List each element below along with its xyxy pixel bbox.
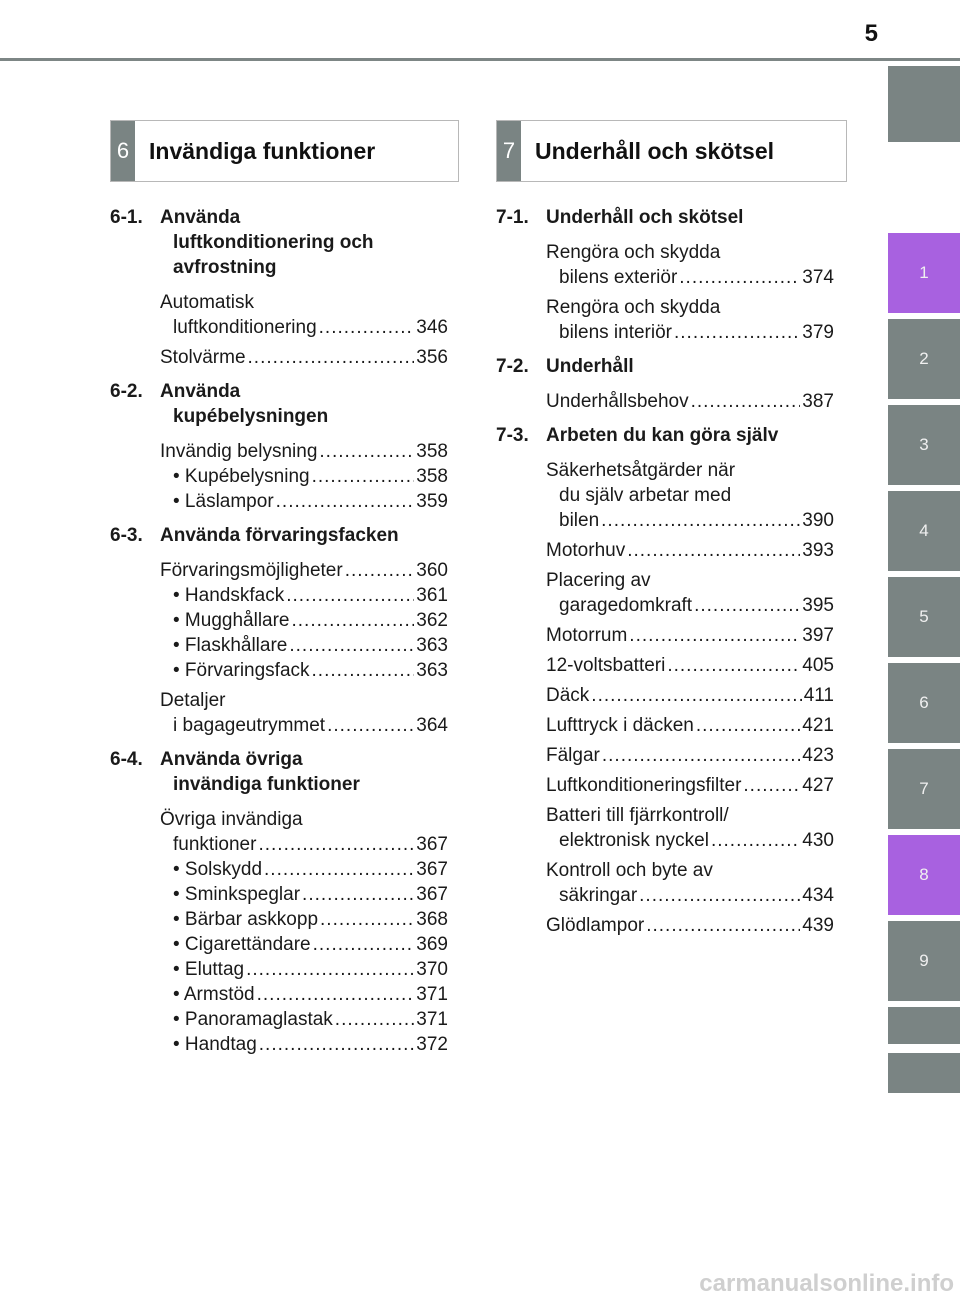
chapter-tab-1[interactable]: 1 xyxy=(888,233,960,313)
dot-leader xyxy=(694,593,800,618)
toc-subentry[interactable] xyxy=(160,932,448,957)
subentry-label: • Panoramaglastak xyxy=(173,1009,333,1030)
page-ref: 423 xyxy=(802,745,834,766)
page-ref: 359 xyxy=(416,491,448,512)
chapter-heading xyxy=(496,205,834,230)
dot-leader xyxy=(602,743,800,768)
page-ref: 430 xyxy=(802,830,834,851)
chapter-number: 6-1. xyxy=(110,207,143,228)
chapter-title-line: Underhåll och skötsel xyxy=(546,207,744,228)
dot-leader xyxy=(276,489,415,514)
toc-subentry[interactable] xyxy=(160,907,448,932)
entry-label: Stolvärme xyxy=(160,347,246,368)
dot-leader xyxy=(674,320,800,345)
page-ref: 358 xyxy=(416,441,448,462)
section-title: Invändiga funktioner xyxy=(149,137,376,164)
toc-entry[interactable] xyxy=(496,858,834,908)
toc-left-column xyxy=(110,205,448,1066)
entry-label: Detaljer xyxy=(160,690,226,711)
chapter-title-line: Använda xyxy=(160,207,241,228)
dot-leader xyxy=(312,658,415,683)
entry-label: Underhållsbehov xyxy=(546,391,689,412)
subentry-label: • Läslampor xyxy=(173,491,274,512)
subentry-label: • Eluttag xyxy=(173,959,245,980)
entry-label: bilen xyxy=(559,510,600,531)
entry-label: Övriga invändiga xyxy=(160,809,303,830)
entry-label: 12-voltsbatteri xyxy=(546,655,666,676)
chapter-title-line: avfrostning xyxy=(173,257,277,278)
page-ref: 374 xyxy=(802,267,834,288)
entry-label: Glödlampor xyxy=(546,915,645,936)
toc-entry[interactable] xyxy=(496,295,834,345)
dot-leader xyxy=(292,608,415,633)
chapter-heading xyxy=(110,747,448,797)
page-ref: 367 xyxy=(416,834,448,855)
toc-right-column xyxy=(496,205,834,947)
dot-leader xyxy=(286,583,414,608)
subentry-label: • Flaskhållare xyxy=(173,635,288,656)
page-ref: 362 xyxy=(416,610,448,631)
page-ref: 363 xyxy=(416,635,448,656)
page-ref: 364 xyxy=(416,715,448,736)
chapter-tab-4[interactable]: 4 xyxy=(888,491,960,571)
entry-label: luftkonditionering xyxy=(173,317,317,338)
entry-label: säkringar xyxy=(559,885,638,906)
toc-subentry[interactable] xyxy=(160,489,448,514)
dot-leader xyxy=(258,832,414,857)
entry-label: elektronisk nyckel xyxy=(559,830,709,851)
dot-leader xyxy=(246,957,414,982)
page-ref: 370 xyxy=(416,959,448,980)
chapter-number: 6-2. xyxy=(110,381,143,402)
dot-leader xyxy=(248,345,415,370)
subentry-label: • Sminkspeglar xyxy=(173,884,301,905)
dot-leader xyxy=(259,1032,415,1057)
dot-leader xyxy=(320,907,414,932)
chapter-title-line: Använda övriga xyxy=(160,749,303,770)
chapter-tab-3[interactable]: 3 xyxy=(888,405,960,485)
entry-label: Motorhuv xyxy=(546,540,626,561)
entry-label: Invändig belysning xyxy=(160,441,318,462)
subentry-label: • Mugghållare xyxy=(173,610,290,631)
page-number: 5 xyxy=(864,20,878,47)
dot-leader xyxy=(327,713,414,738)
entry-label: Däck xyxy=(546,685,590,706)
page-ref: 387 xyxy=(802,391,834,412)
entry-label: Rengöra och skydda xyxy=(546,297,721,318)
dot-leader xyxy=(629,623,800,648)
dot-leader xyxy=(691,389,801,414)
chapter-title-line: Använda förvaringsfacken xyxy=(160,525,399,546)
page-ref: 356 xyxy=(416,347,448,368)
page-ref: 390 xyxy=(802,510,834,531)
page-ref: 395 xyxy=(802,595,834,616)
chapter-number: 6-4. xyxy=(110,749,143,770)
toc-entry[interactable] xyxy=(496,773,834,798)
dot-leader xyxy=(302,882,414,907)
dot-leader xyxy=(711,828,800,853)
chapter-title-line: invändiga funktioner xyxy=(173,774,360,795)
toc-entry[interactable] xyxy=(496,713,834,738)
chapter-title-line: Arbeten du kan göra själv xyxy=(546,425,779,446)
page-ref: 367 xyxy=(416,859,448,880)
toc-subentry[interactable] xyxy=(160,633,448,658)
subentry-label: • Handtag xyxy=(173,1034,257,1055)
page-ref: 421 xyxy=(802,715,834,736)
chapter-heading xyxy=(496,354,834,379)
chapter-tab-2[interactable]: 2 xyxy=(888,319,960,399)
top-rule xyxy=(0,58,960,61)
toc-subentry[interactable] xyxy=(160,1032,448,1057)
dot-leader xyxy=(679,265,800,290)
dot-leader xyxy=(639,883,800,908)
toc-entry[interactable] xyxy=(496,568,834,618)
toc-subentry[interactable] xyxy=(160,583,448,608)
section-number: 6 xyxy=(111,121,135,181)
dot-leader xyxy=(345,558,415,583)
page-ref: 397 xyxy=(802,625,834,646)
dot-leader xyxy=(743,773,800,798)
dot-leader xyxy=(289,633,414,658)
entry-label: Rengöra och skydda xyxy=(546,242,721,263)
dot-leader xyxy=(312,464,415,489)
entry-label: bilens interiör xyxy=(559,322,672,343)
dot-leader xyxy=(264,857,414,882)
toc-entry[interactable] xyxy=(110,688,448,738)
toc-entry[interactable] xyxy=(496,458,834,533)
toc-entry[interactable] xyxy=(110,290,448,340)
toc-entry[interactable] xyxy=(496,623,834,648)
chapter-tab-8[interactable]: 8 xyxy=(888,835,960,915)
section-header-6 xyxy=(110,120,459,182)
section-title: Underhåll och skötsel xyxy=(535,137,775,164)
subentry-label: • Kupébelysning xyxy=(173,466,310,487)
toc-subentry[interactable] xyxy=(160,464,448,489)
entry-label: funktioner xyxy=(173,834,257,855)
dot-leader xyxy=(696,713,800,738)
chapter-title-line: Använda xyxy=(160,381,241,402)
toc-subentry[interactable] xyxy=(160,982,448,1007)
toc-entry[interactable] xyxy=(496,743,834,768)
entry-label: garagedomkraft xyxy=(559,595,693,616)
entry-label: Förvaringsmöjligheter xyxy=(160,560,343,581)
entry-label: Motorrum xyxy=(546,625,628,646)
dot-leader xyxy=(667,653,800,678)
page-ref: 371 xyxy=(416,984,448,1005)
page-ref: 372 xyxy=(416,1034,448,1055)
subentry-label: • Armstöd xyxy=(173,984,255,1005)
subentry-label: • Förvaringsfack xyxy=(173,660,310,681)
dot-leader xyxy=(319,439,414,464)
toc-subentry[interactable] xyxy=(160,957,448,982)
chapter-tab-blank[interactable] xyxy=(888,66,960,142)
section-number: 7 xyxy=(497,121,521,181)
section-header-7 xyxy=(496,120,847,182)
chapter-heading xyxy=(496,423,834,448)
entry-label: Luftkonditioneringsfilter xyxy=(546,775,742,796)
page-ref: 371 xyxy=(416,1009,448,1030)
dot-leader xyxy=(257,982,415,1007)
toc-entry[interactable] xyxy=(496,653,834,678)
chapter-heading xyxy=(110,523,448,548)
toc-entry[interactable] xyxy=(496,538,834,563)
page-ref: 369 xyxy=(416,934,448,955)
subentry-label: • Handskfack xyxy=(173,585,285,606)
page-ref: 393 xyxy=(802,540,834,561)
chapter-number: 7-1. xyxy=(496,207,529,228)
chapter-number: 7-2. xyxy=(496,356,529,377)
chapter-tab-blank[interactable] xyxy=(888,1053,960,1093)
dot-leader xyxy=(646,913,800,938)
entry-label: du själv arbetar med xyxy=(559,485,732,506)
toc-entry[interactable] xyxy=(496,683,834,708)
toc-entry[interactable] xyxy=(110,807,448,1057)
subentry-label: • Solskydd xyxy=(173,859,263,880)
toc-entry[interactable] xyxy=(496,913,834,938)
toc-subentry[interactable] xyxy=(160,658,448,683)
page-ref: 439 xyxy=(802,915,834,936)
page-ref: 411 xyxy=(803,685,834,706)
subentry-label: • Cigarettändare xyxy=(173,934,311,955)
page-ref: 361 xyxy=(416,585,448,606)
entry-label: i bagageutrymmet xyxy=(173,715,326,736)
chapter-heading xyxy=(110,205,448,280)
toc-entry[interactable] xyxy=(496,240,834,290)
entry-label: Säkerhetsåtgärder när xyxy=(546,460,736,481)
entry-label: bilens exteriör xyxy=(559,267,678,288)
watermark: carmanualsonline.info xyxy=(699,1270,954,1297)
chapter-tab-blank[interactable] xyxy=(888,1007,960,1044)
toc-entry[interactable] xyxy=(110,439,448,514)
dot-leader xyxy=(591,683,801,708)
dot-leader xyxy=(627,538,800,563)
page-ref: 367 xyxy=(416,884,448,905)
entry-label: Fälgar xyxy=(546,745,600,766)
page-ref: 379 xyxy=(802,322,834,343)
chapter-title-line: luftkonditionering och xyxy=(173,232,374,253)
dot-leader xyxy=(335,1007,415,1032)
page-ref: 358 xyxy=(416,466,448,487)
entry-label: Lufttryck i däcken xyxy=(546,715,694,736)
toc-entry[interactable] xyxy=(110,345,448,370)
page-ref: 368 xyxy=(416,909,448,930)
entry-label: Batteri till fjärrkontroll/ xyxy=(546,805,729,826)
chapter-number: 7-3. xyxy=(496,425,529,446)
toc-subentry[interactable] xyxy=(160,1007,448,1032)
toc-subentry[interactable] xyxy=(160,882,448,907)
page-ref: 427 xyxy=(802,775,834,796)
chapter-tab-6[interactable]: 6 xyxy=(888,663,960,743)
page-ref: 434 xyxy=(802,885,834,906)
toc-subentry[interactable] xyxy=(160,857,448,882)
chapter-number: 6-3. xyxy=(110,525,143,546)
subentry-label: • Bärbar askkopp xyxy=(173,909,319,930)
chapter-title-line: kupébelysningen xyxy=(173,406,329,427)
page-ref: 360 xyxy=(416,560,448,581)
page-ref: 346 xyxy=(416,317,448,338)
toc-entry[interactable] xyxy=(496,803,834,853)
page-ref: 405 xyxy=(802,655,834,676)
toc-entry[interactable] xyxy=(496,389,834,414)
chapter-title-line: Underhåll xyxy=(546,356,634,377)
dot-leader xyxy=(601,508,800,533)
dot-leader xyxy=(319,315,415,340)
dot-leader xyxy=(313,932,415,957)
entry-label: Automatisk xyxy=(160,292,254,313)
toc-entry[interactable] xyxy=(110,558,448,683)
page-ref: 363 xyxy=(416,660,448,681)
entry-label: Placering av xyxy=(546,570,651,591)
toc-subentry[interactable] xyxy=(160,608,448,633)
chapter-tab-9[interactable]: 9 xyxy=(888,921,960,1001)
chapter-heading xyxy=(110,379,448,429)
chapter-tab-7[interactable]: 7 xyxy=(888,749,960,829)
entry-label: Kontroll och byte av xyxy=(546,860,713,881)
chapter-tab-5[interactable]: 5 xyxy=(888,577,960,657)
